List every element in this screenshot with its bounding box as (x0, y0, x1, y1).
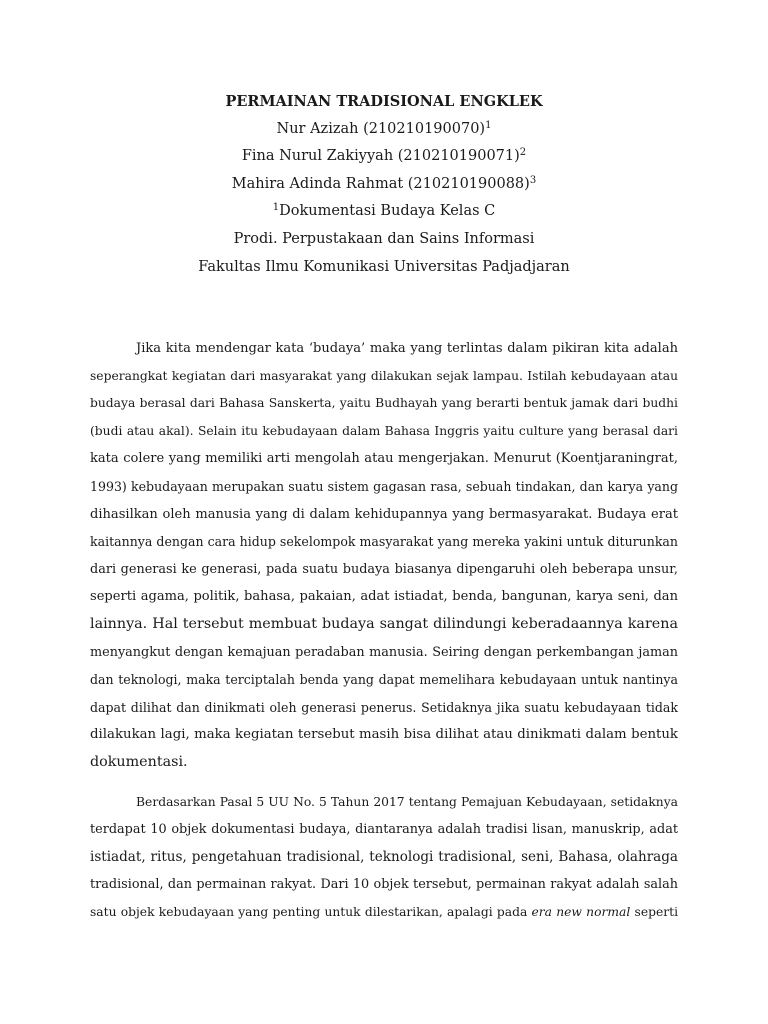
affiliation-line (90, 198, 678, 226)
body-text (90, 335, 678, 926)
text-line: tradisional, dan permainan rakyat. Dari 10 objek tersebut, permainan rakyat adalah salah (90, 877, 678, 893)
text-line: dari generasi ke generasi, pada suatu budaya biasanya dipengaruhi oleh beberapa unsur, (90, 561, 678, 577)
text-line: seperti agama, politik, bahasa, pakaian, adat istiadat, benda, bangunan, karya seni, dan (90, 589, 678, 605)
text-line: terdapat 10 objek dokumentasi budaya, diantaranya adalah tradisi lisan, manuskrip, adat (90, 822, 678, 838)
text-line: dilakukan lagi, maka kegiatan tersebut masih bisa dilihat atau dinikmati dalam bentuk (90, 727, 678, 743)
text-line: dapat dilihat dan dinikmati oleh generasi penerus. Setidaknya jika suatu kebudayaan tidak (90, 699, 678, 715)
author-superscript: 1 (485, 119, 492, 131)
text-line: Berdasarkan Pasal 5 UU No. 5 Tahun 2017 tentang Pemajuan Kebudayaan, setidaknya (136, 794, 678, 809)
author-name: Nur Azizah (210210190070) (276, 120, 486, 137)
text-line: (budi atau akal). Selain itu kebudayaan dalam Bahasa Inggris yaitu culture yang berasal dari (90, 423, 678, 438)
text-line: lainnya. Hal tersebut membuat budaya sangat dilindungi keberadaannya karena (90, 615, 678, 632)
text-line: dan teknologi, maka terciptalah benda yang dapat memelihara kebudayaan untuk nantinya (90, 672, 678, 688)
text-line (90, 899, 678, 927)
author-line (90, 116, 678, 144)
affiliation: Dokumentasi Budaya Kelas C (279, 203, 496, 220)
text-line: dihasilkan oleh manusia yang di dalam kehidupannya yang bermasyarakat. Budaya erat (90, 506, 678, 522)
paragraph-1 (90, 335, 678, 777)
italic-term: era new normal (531, 904, 631, 919)
text-line: kaitannya dengan cara hidup sekelompok masyarakat yang mereka yakini untuk diturunkan (90, 534, 678, 550)
author-line (90, 171, 678, 199)
paper-header (90, 88, 678, 281)
paragraph-spacer (90, 777, 678, 789)
text-line: menyangkut dengan kemajuan peradaban manusia. Seiring dengan perkembangan jaman (90, 644, 678, 660)
department: Prodi. Perpustakaan dan Sains Informasi (233, 230, 535, 247)
author-superscript: 2 (519, 147, 527, 159)
author-superscript: 3 (529, 174, 537, 186)
affiliation-superscript: 1 (272, 202, 280, 214)
text-line: kata colere yang memiliki arti mengolah atau mengerjakan. Menurut (Koentjaraningrat, (90, 451, 678, 467)
paper-title: PERMAINAN TRADISIONAL ENGKLEK (225, 93, 543, 110)
text-line: 1993) kebudayaan merupakan suatu sistem gagasan rasa, sebuah tindakan, dan karya yang (90, 478, 678, 494)
paragraph-2 (90, 789, 678, 927)
text-line: budaya berasal dari Bahasa Sanskerta, yaitu Budhayah yang berarti bentuk jamak dari budhi (90, 396, 678, 411)
text-segment: satu objek kebudayaan yang penting untuk dilestarikan, apalagi pada (90, 904, 532, 919)
text-segment: seperti (630, 904, 679, 919)
author-name: Fina Nurul Zakiyyah (210210190071) (241, 148, 520, 165)
faculty: Fakultas Ilmu Komunikasi Universitas Padjadjaran (198, 258, 570, 275)
author-line (90, 143, 678, 171)
text-line: seperangkat kegiatan dari masyarakat yang dilakukan sejak lampau. Istilah kebudayaan atau (90, 368, 678, 383)
text-line: istiadat, ritus, pengetahuan tradisional, teknologi tradisional, seni, Bahasa, olahraga (90, 848, 678, 865)
author-name: Mahira Adinda Rahmat (210210190088) (231, 175, 530, 192)
text-line: dokumentasi. (90, 753, 188, 770)
text-line: Jika kita mendengar kata ‘budaya’ maka yang terlintas dalam pikiran kita adalah (136, 341, 678, 356)
